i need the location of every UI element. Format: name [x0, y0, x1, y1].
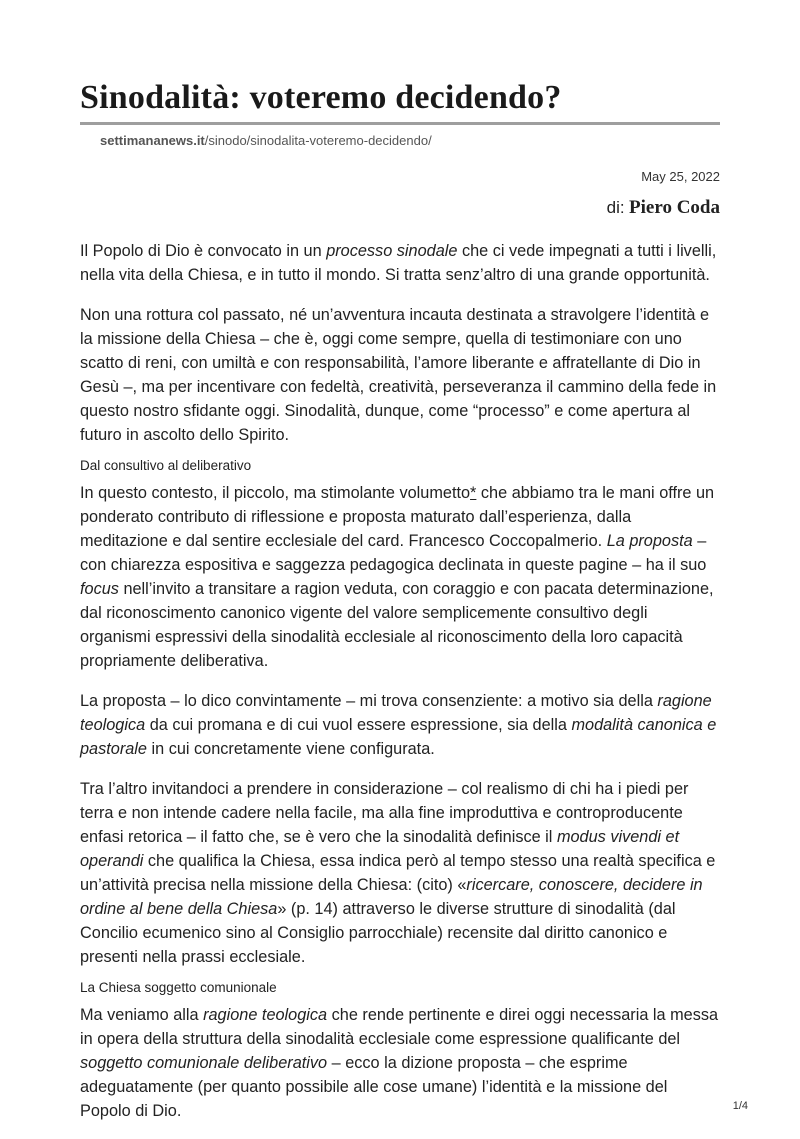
page-title: Sinodalità: voteremo decidendo? [80, 79, 562, 116]
text-run: Tra l’altro invitandoci a prendere in considerazione – col realismo di chi ha i piedi per terra e non intende cadere nella facile, ma alla fine improduttiva e controproducente enfasi retorica – il fatto che, se è vero che la sinodalità definisce il [80, 780, 689, 846]
author-prefix: di: [606, 198, 625, 217]
source-path: /sinodo/sinodalita-voteremo-decidendo/ [204, 133, 432, 148]
text-run: che qualifica la Chiesa, essa indica però al tempo stesso una realtà specifica e un’attività precisa nella missione della Chiesa: (cito) « [80, 852, 716, 894]
text-run: da cui promana e di cui vuol essere espressione, sia della [145, 716, 572, 734]
footnote-link[interactable]: * [470, 484, 477, 502]
text-run: che abbiamo tra le mani offre un ponderato contributo di riflessione e proposta maturato dall’esperienza, dalla meditazione e dal sentire ecclesiale del card. Francesco Coccopalmerio. [80, 484, 715, 550]
paragraph-2: Non una rottura col passato, né un’avventura incauta destinata a stravolgere l’identità e la missione della Chiesa – che è, oggi come sempre, quella di testimoniare con uno scatto di reni, con umiltà e con responsabilità, l’amore liberante e affratellante di Dio in Gesù –, ma per incentivare con fedeltà, creatività, perseveranza il cammino della fede in questo nostro sfidante oggi. Sinodalità, dunque, come “processo” e come apertura al futuro in ascolto dello Spirito. [80, 306, 717, 444]
text-run: nell’invito a transitare a ragion veduta, con coraggio e con pacata determinazione, dal riconoscimento canonico vigente del valore semplicemente consultivo degli organismi espressivi della sinodalità ecclesiale al riconoscimento della loro capacità propriamente deliberativa. [80, 580, 714, 670]
text-run: Ma veniamo alla [80, 1006, 204, 1024]
text-run: in cui concretamente viene configurata. [146, 740, 435, 758]
section-heading-1: Dal consultivo al deliberativo [80, 458, 252, 473]
paragraph-4 [80, 689, 720, 761]
emphasis: soggetto comunionale deliberativo [80, 1054, 328, 1072]
emphasis: ragione teologica [203, 1006, 328, 1024]
emphasis: La proposta [606, 532, 693, 550]
paragraph-6 [80, 1003, 720, 1123]
text-run: – con chiarezza espositiva e saggezza pedagogica declinata in queste pagine – ha il suo [80, 532, 707, 574]
source-url[interactable] [100, 132, 720, 150]
emphasis: processo sinodale [326, 242, 458, 260]
emphasis: ragione teologica [80, 692, 712, 734]
article [80, 76, 720, 1139]
title-divider [80, 122, 720, 125]
paragraph-1 [80, 239, 720, 287]
emphasis: modus vivendi et operandi [80, 828, 680, 870]
author-line [80, 196, 720, 221]
author-name: Piero Coda [629, 197, 720, 218]
text-run: – ecco la dizione proposta – che esprime adeguatamente (per quanto possibile alle cose umane) l’identità e la missione del Popolo di Dio. [80, 1054, 668, 1120]
emphasis: ricercare, conoscere, decidere in ordine al bene della Chiesa [80, 876, 703, 918]
emphasis: modalità canonica e pastorale [80, 716, 717, 758]
emphasis: focus [80, 580, 119, 598]
text-run: che ci vede impegnati a tutti i livelli, nella vita della Chiesa, e in tutto il mondo. Si tratta senz’altro di una grande opportunità. [80, 242, 717, 284]
text-run: » (p. 14) attraverso le diverse strutture di sinodalità (dal Concilio ecumenico sino al Consiglio parrocchiale) recensite dal diritto canonico e presenti nella prassi ecclesiale. [80, 900, 676, 966]
paragraph-5 [80, 777, 720, 969]
page-number: 1/4 [732, 1100, 748, 1112]
text-run: che rende pertinente e direi oggi necessaria la messa in opera della struttura della sinodalità ecclesiale come espressione qualificante del [80, 1006, 719, 1048]
text-run: La proposta – lo dico convintamente – mi trova consenziente: a motivo sia della [80, 692, 658, 710]
text-run: Il Popolo di Dio è convocato in un [80, 242, 327, 260]
paragraph-3 [80, 481, 720, 673]
section-heading-2: La Chiesa soggetto comunionale [80, 980, 277, 995]
article-body [80, 239, 720, 1123]
text-run: In questo contesto, il piccolo, ma stimolante volumetto [80, 484, 471, 502]
source-host: settimananews.it [100, 133, 205, 148]
publish-date: May 25, 2022 [641, 169, 720, 184]
